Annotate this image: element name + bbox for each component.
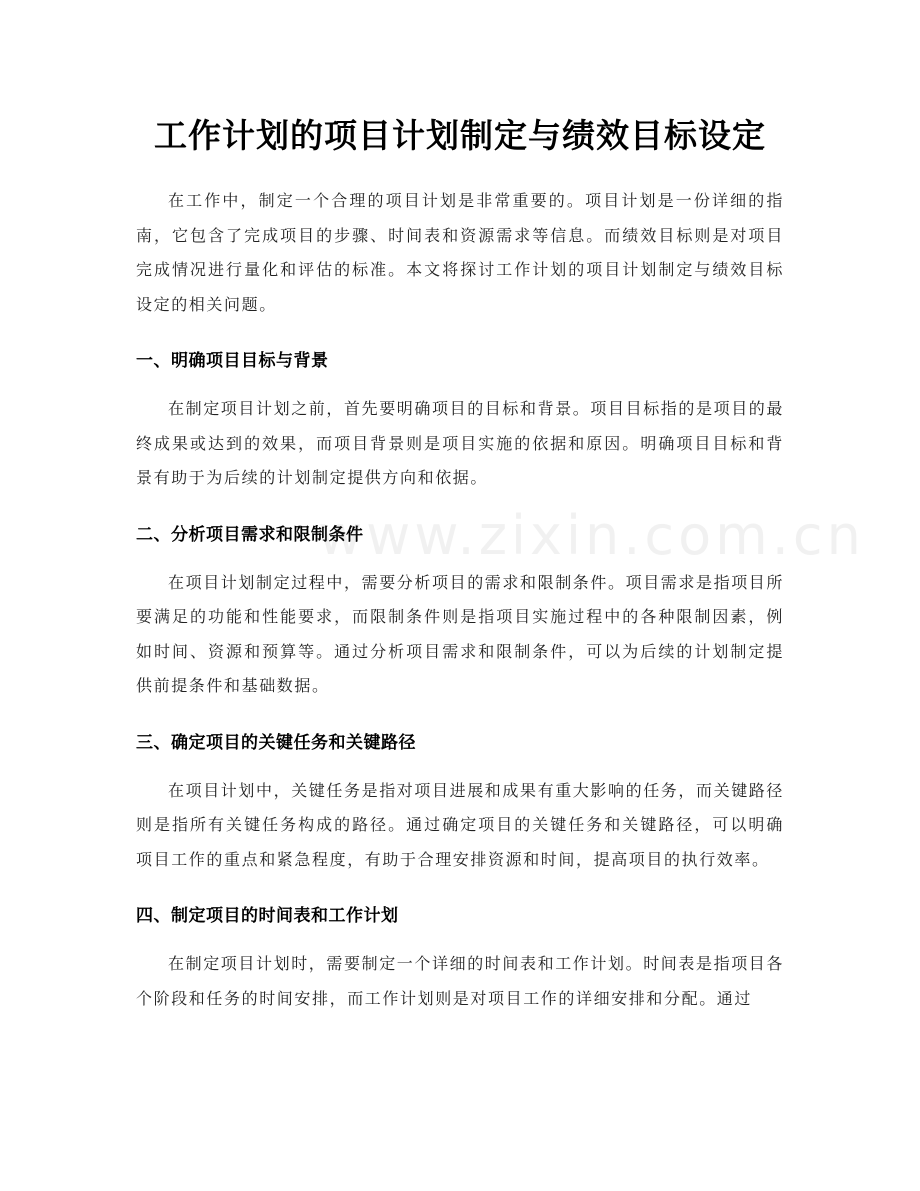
- section-heading-4: 四、制定项目的时间表和工作计划: [136, 906, 399, 926]
- intro-paragraph: 在工作中，制定一个合理的项目计划是非常重要的。项目计划是一份详细的指南，它包含了完成项目的步骤、时间表和资源需求等信息。而绩效目标则是对项目完成情况进行量化和评估的标准。本文将探讨工作计划的项目计划制定与绩效目标设定的相关问题。: [136, 191, 784, 314]
- document-body: [136, 184, 784, 1038]
- section-paragraph-3: 在项目计划中，关键任务是指对项目进展和成果有重大影响的任务，而关键路径则是指所有关键任务构成的路径。通过确定项目的关键任务和关键路径，可以明确项目工作的重点和紧急程度，有助于合理安排资源和时间，提高项目的执行效率。: [136, 780, 785, 869]
- section-paragraph-1: 在制定项目计划之前，首先要明确项目的目标和背景。项目目标指的是项目的最终成果或达到的效果，而项目背景则是项目实施的依据和原因。明确项目目标和背景有助于为后续的计划制定提供方向和依据。: [136, 399, 785, 487]
- section-heading-1: 一、明确项目目标与背景: [136, 351, 329, 371]
- section-heading-3: 三、确定项目的关键任务和关键路径: [136, 732, 416, 753]
- watermark: www.zixin.com.cn: [318, 504, 865, 567]
- section-paragraph-4: 在制定项目计划时，需要制定一个详细的时间表和工作计划。时间表是指项目各个阶段和任务的时间安排，而工作计划则是对项目工作的详细安排和分配。通过: [136, 954, 785, 1008]
- document-title: 工作计划的项目计划制定与绩效目标设定: [154, 116, 766, 155]
- section-heading-2: 二、分析项目需求和限制条件: [136, 524, 364, 545]
- section-paragraph-2: 在项目计划制定过程中，需要分析项目的需求和限制条件。项目需求是指项目所要满足的功能和性能要求，而限制条件则是指项目实施过程中的各种限制因素，例如时间、资源和预算等。通过分析项目需求和限制条件，可以为后续的计划制定提供前提条件和基础数据。: [136, 572, 785, 695]
